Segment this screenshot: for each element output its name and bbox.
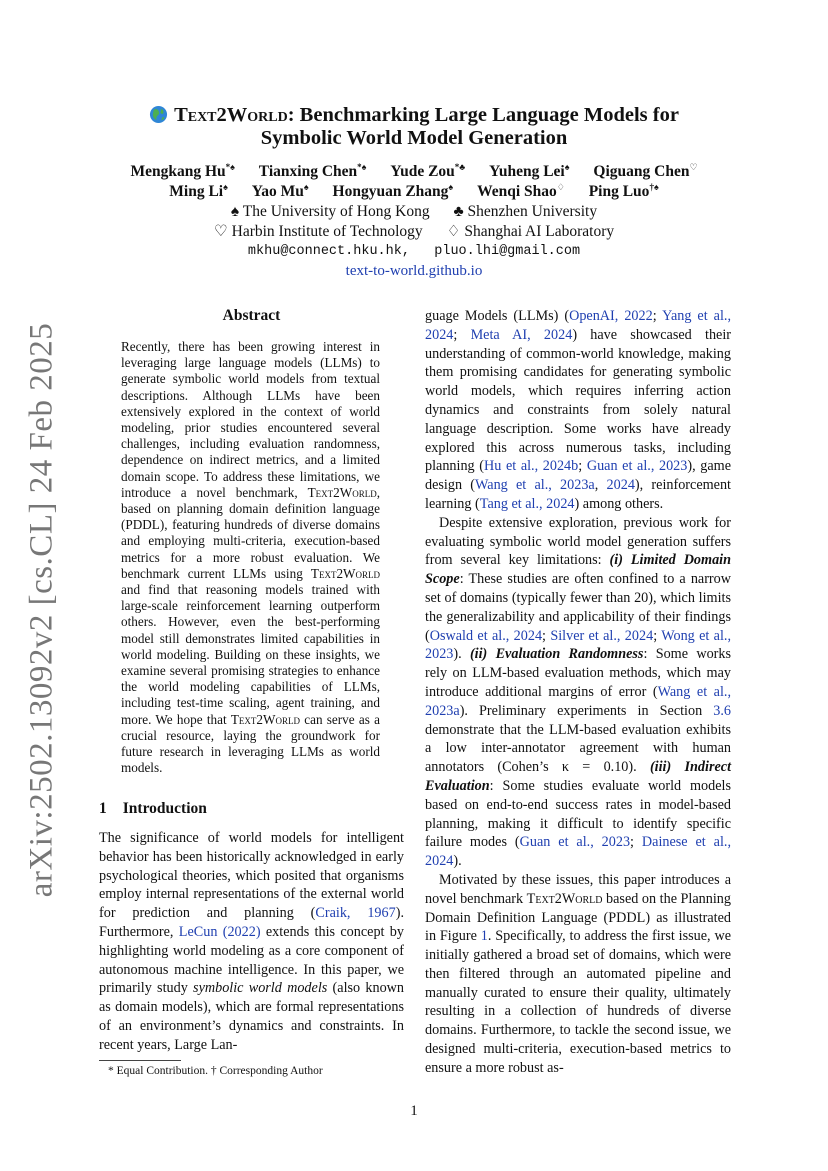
citation-link[interactable]: LeCun (2022) (178, 923, 261, 940)
author-list (70, 162, 758, 202)
footnote-rule (99, 1060, 181, 1061)
abstract-body: Recently, there has been growing interest in leveraging large language models (LLMs) to generate symbolic world models from textual descriptions. Although LLMs have been extensively explored in the context of world modeling, prior studies encountered several challenges, including evaluation randomness, dependence on indirect metrics, and a limited domain scope. To address these limitations, we introduce a novel benchmark, Text2World, based on planning domain definition language (PDDL), featuring hundreds of diverse domains and employing multi-criteria, execution-based metrics for a more robust evaluation. We benchmark current LLMs using Text2World and find that reasoning models trained with large-scale reinforcement learning outperform others. However, even the best-performing model still demonstrates limited capabilities in world modeling. Building on these insights, we examine several promising strategies to enhance the world modeling capabilities of LLMs, including test-time scaling, agent training, and more. We hope that Text2World can serve as a crucial resource, laying the groundwork for future research in leveraging LLMs as world models. (121, 339, 380, 776)
introduction-paragraph: The significance of world models for intelligent behavior has been historically acknowledged in early psychological theories, which posited that organisms employ internal representations of the external world for prediction and planning (Craik, 1967). Furthermore, LeCun (2022) extends this concept by highlighting world modeling as a core component of autonomous machine intelligence. In this paper, we primarily study symbolic world models (also known as domain models), which are formal representations of an environment’s dynamics and constraints. In recent years, Large Lan- (99, 830, 404, 1053)
author-name: Ming Li (169, 183, 224, 200)
author-name: Hongyuan Zhang (332, 183, 449, 200)
author-name: Yude Zou (390, 163, 455, 180)
author-row-1: Mengkang Hu*♠ Tianxing Chen*♠ Yude Zou*♣ Yuheng Lei♠ Qiguang Chen♡ (130, 161, 698, 180)
author-name: Mengkang Hu (130, 163, 226, 180)
author-name: Yuheng Lei (489, 163, 565, 180)
project-website-link[interactable]: text-to-world.github.io (345, 263, 483, 279)
abstract-heading: Abstract (222, 307, 281, 324)
citation-link[interactable]: 2024 (606, 477, 635, 494)
citation-link[interactable]: Guan et al., 2023 (586, 458, 688, 475)
citation-link[interactable]: Meta AI, 2024 (470, 326, 573, 343)
citation-link[interactable]: Wong et al., 2023 (425, 627, 732, 663)
author-name: Qiguang Chen (593, 163, 690, 180)
paragraph: Despite extensive exploration, previous work for evaluating symbolic world model generation suffers from several key limitations: (i) Limited Domain Scope: These studies are often confined to a narrow set of domains (typically fewer than 20), which limits the generalizability and applicability of their findings (Oswald et al., 2024; Silver et al., 2024; Wong et al., 2023). (ii) Evaluation Randomness: Some works rely on LLM-based evaluation methods, which may introduce additional margins of error (Wang et al., 2023a). Preliminary experiments in Section 3.6 demonstrate that the LLM-based evaluation exhibits a low inter-annotator agreement with human annotators (Cohen’s κ = 0.10). (iii) Indirect Evaluation: Some studies evaluate world models based on end-to-end success rates in model-based planning, making it difficult to identify specific failure modes (Guan et al., 2023; Dainese et al., 2024). (425, 514, 732, 870)
citation-link[interactable]: Craik, 1967 (315, 905, 396, 922)
author-name: Tianxing Chen (258, 163, 358, 180)
right-column-text (425, 307, 731, 1078)
title-line-2: Symbolic World Model Generation (260, 127, 568, 149)
affiliation-hku: ♠ The University of Hong Kong (230, 203, 430, 220)
figure-link[interactable]: 1 (480, 928, 488, 945)
citation-link[interactable]: Yang et al., 2024 (425, 308, 731, 343)
footnote: * Equal Contribution. † Corresponding Author (108, 1065, 323, 1077)
author-emails: mkhu@connect.hku.hk, pluo.lhi@gmail.com (247, 244, 581, 259)
benchmark-name: Text2World (174, 104, 288, 126)
citation-link[interactable]: Guan et al., 2023 (519, 834, 631, 851)
arxiv-identifier: arXiv:2502.13092v2 [cs.CL] 24 Feb 2025 (23, 322, 60, 898)
title-line-1: : Benchmarking Large Language Models for (287, 104, 679, 126)
citation-link[interactable]: Wang et al., 2023a (425, 683, 732, 719)
paragraph: Motivated by these issues, this paper introduces a novel benchmark Text2World based on the Planning Domain Definition Language (PDDL) as illustrated in Figure 1. Specifically, to address the first issue, we initially gathered a broad set of domains, which were then filtered through an automated pipeline and manually curated to ensure their quality, ultimately resulting in a collection of hundreds of diverse domains. Furthermore, to tackle the second issue, we designed multi-criteria, execution-based metrics to ensure a more robust as- (425, 871, 731, 1076)
section-heading-introduction: 1 Introduction (99, 800, 207, 817)
paper-title (70, 104, 758, 150)
citation-link[interactable]: Wang et al., 2023a (475, 477, 595, 494)
paragraph: guage Models (LLMs) (OpenAI, 2022; Yang et al., 2024; Meta AI, 2024) have showcased their understanding of common-world knowledge, making them promising candidates for generating symbolic world models, which requires inferring action dynamics and constraints from solely natural language description. Some works have already explored this across numerous tasks, including planning (Hu et al., 2024b; Guan et al., 2023), game design (Wang et al., 2023a, 2024), reinforcement learning (Tang et al., 2024) among others. (425, 308, 731, 512)
affiliation-shenzhen: ♣ Shenzhen University (453, 203, 598, 220)
citation-link[interactable]: Silver et al., 2024 (550, 627, 654, 644)
arxiv-sidebar (0, 0, 70, 1171)
author-name: Yao Mu (251, 183, 304, 200)
affiliation-shanghai: ♢ Shanghai AI Laboratory (446, 223, 615, 240)
affiliation-row-2 (70, 222, 758, 242)
citation-link[interactable]: Oswald et al., 2024 (429, 627, 543, 644)
page-number: 1 (410, 1103, 418, 1119)
citation-link[interactable]: Dainese et al., 2024 (425, 834, 731, 870)
affiliation-row-1 (70, 202, 758, 222)
affiliation-harbin: ♡ Harbin Institute of Technology (213, 223, 423, 240)
citation-link[interactable]: Tang et al., 2024 (479, 495, 575, 512)
author-name: Ping Luo (588, 183, 650, 200)
globe-icon (149, 105, 168, 124)
citation-link[interactable]: OpenAI, 2022 (569, 308, 653, 324)
citation-link[interactable]: Hu et al., 2024b (484, 458, 579, 475)
section-link[interactable]: 3.6 (713, 702, 731, 719)
author-row-2: Ming Li♠ Yao Mu♠ Hongyuan Zhang♠ Wenqi Shao♢ Ping Luo†♠ (169, 181, 659, 200)
author-name: Wenqi Shao (477, 183, 557, 200)
